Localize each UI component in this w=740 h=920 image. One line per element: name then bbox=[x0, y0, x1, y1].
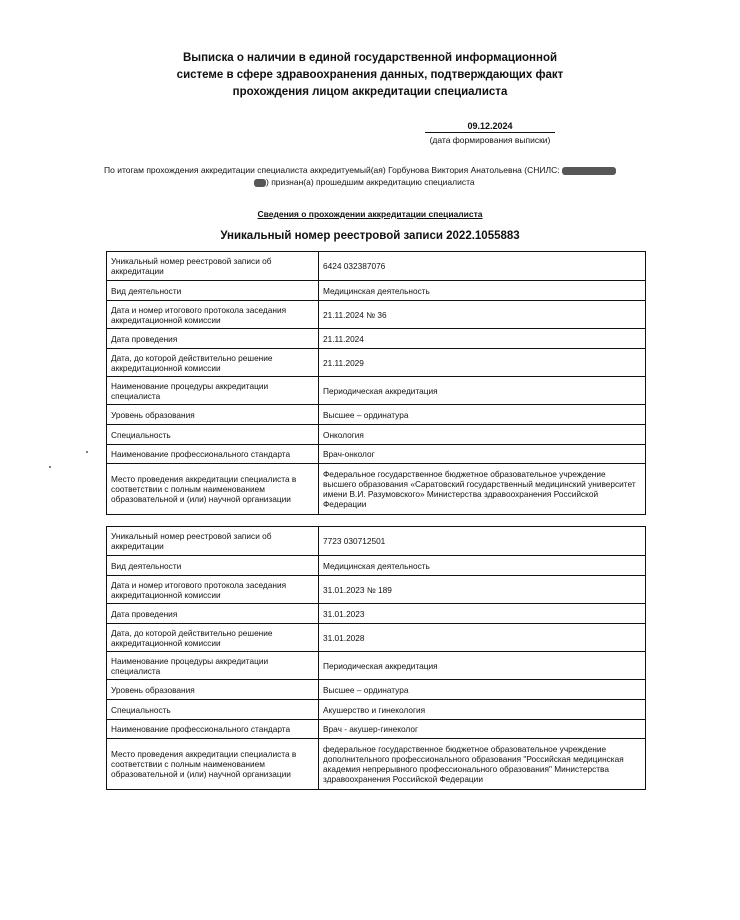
scan-speck bbox=[49, 466, 51, 468]
extract-date: 09.12.2024 bbox=[425, 121, 555, 133]
row-label: Уникальный номер реестровой записи об аккредитации bbox=[107, 527, 319, 556]
row-value: 21.11.2024 bbox=[319, 329, 646, 349]
row-value: Врач - акушер-гинеколог bbox=[319, 720, 646, 739]
row-label: Дата, до которой действительно решение аккредитационной комиссии bbox=[107, 349, 319, 377]
table-row bbox=[107, 624, 646, 652]
document-title bbox=[150, 50, 590, 101]
row-label: Уникальный номер реестровой записи об аккредитации bbox=[107, 252, 319, 281]
row-label: Дата проведения bbox=[107, 329, 319, 349]
table-row bbox=[107, 604, 646, 624]
row-value: Врач-онколог bbox=[319, 445, 646, 464]
table-row bbox=[107, 377, 646, 405]
redacted-snils-end bbox=[254, 179, 266, 187]
row-value: Онкология bbox=[319, 425, 646, 445]
table-row bbox=[107, 720, 646, 739]
row-label: Дата и номер итогового протокола заседания аккредитационной комиссии bbox=[107, 576, 319, 604]
table-row bbox=[107, 464, 646, 515]
row-label: Наименование процедуры аккредитации специалиста bbox=[107, 377, 319, 405]
table-row bbox=[107, 680, 646, 700]
scan-speck bbox=[86, 451, 88, 453]
table-row bbox=[107, 576, 646, 604]
table-row bbox=[107, 301, 646, 329]
row-value: Периодическая аккредитация bbox=[319, 377, 646, 405]
row-value: Медицинская деятельность bbox=[319, 281, 646, 301]
extract-date-block bbox=[420, 121, 560, 145]
row-label: Дата и номер итогового протокола заседания аккредитационной комиссии bbox=[107, 301, 319, 329]
row-label: Дата, до которой действительно решение аккредитационной комиссии bbox=[107, 624, 319, 652]
table-row bbox=[107, 329, 646, 349]
row-value: Периодическая аккредитация bbox=[319, 652, 646, 680]
section-heading: Сведения о прохождении аккредитации специалиста bbox=[257, 209, 483, 219]
row-value: федеральное государственное бюджетное образовательное учреждение дополнительного профессионального образования "Российская медицинская академия непрерывного профессионального образования" Министерства здравоохранения Российской Федерации bbox=[319, 739, 646, 790]
title-line-2: системе в сфере здравоохранения данных, подтверждающих факт bbox=[176, 69, 564, 81]
row-value: Акушерство и гинекология bbox=[319, 700, 646, 720]
table-row bbox=[107, 405, 646, 425]
redacted-snils bbox=[562, 167, 616, 175]
row-label: Уровень образования bbox=[107, 405, 319, 425]
row-label: Наименование профессионального стандарта bbox=[107, 445, 319, 464]
row-value: 6424 032387076 bbox=[319, 252, 646, 281]
row-label: Наименование процедуры аккредитации специалиста bbox=[107, 652, 319, 680]
row-label: Вид деятельности bbox=[107, 556, 319, 576]
table-row bbox=[107, 349, 646, 377]
table-row bbox=[107, 527, 646, 556]
accreditation-table-1 bbox=[106, 251, 646, 515]
intro-paragraph bbox=[104, 164, 649, 188]
row-value: Высшее – ординатура bbox=[319, 405, 646, 425]
table-row bbox=[107, 652, 646, 680]
title-line-3: прохождения лицом аккредитации специалиста bbox=[232, 86, 508, 98]
table-row bbox=[107, 556, 646, 576]
table-row bbox=[107, 739, 646, 790]
row-label: Место проведения аккредитации специалиста в соответствии с полным наименованием образовательной и (или) научной организации bbox=[107, 464, 319, 515]
extract-date-caption: (дата формирования выписки) bbox=[429, 135, 551, 145]
row-value: Федеральное государственное бюджетное образовательное учреждение высшего образования «Саратовский государственный медицинский университет имени В.И. Разумовского» Министерства здравоохранения Российской Федерации bbox=[319, 464, 646, 515]
row-label: Вид деятельности bbox=[107, 281, 319, 301]
row-value: 31.01.2028 bbox=[319, 624, 646, 652]
table-row bbox=[107, 445, 646, 464]
row-value: 21.11.2029 bbox=[319, 349, 646, 377]
row-value: Медицинская деятельность bbox=[319, 556, 646, 576]
accreditation-table-2 bbox=[106, 526, 646, 790]
row-value: 21.11.2024 № 36 bbox=[319, 301, 646, 329]
row-label: Специальность bbox=[107, 700, 319, 720]
row-label: Наименование профессионального стандарта bbox=[107, 720, 319, 739]
row-label: Дата проведения bbox=[107, 604, 319, 624]
table-row bbox=[107, 700, 646, 720]
row-value: Высшее – ординатура bbox=[319, 680, 646, 700]
row-label: Уровень образования bbox=[107, 680, 319, 700]
row-value: 7723 030712501 bbox=[319, 527, 646, 556]
table-row bbox=[107, 281, 646, 301]
table-row bbox=[107, 252, 646, 281]
row-value: 31.01.2023 № 189 bbox=[319, 576, 646, 604]
title-line-1: Выписка о наличии в единой государственной информационной bbox=[182, 52, 558, 64]
unique-record-heading: Уникальный номер реестровой записи 2022.1055883 bbox=[220, 230, 520, 242]
intro-text-part1: По итогам прохождения аккредитации специалиста аккредитуемый(ая) Горбунова Виктория Анатольевна (СНИЛС: bbox=[104, 165, 560, 175]
row-value: 31.01.2023 bbox=[319, 604, 646, 624]
row-label: Место проведения аккредитации специалиста в соответствии с полным наименованием образовательной и (или) научной организации bbox=[107, 739, 319, 790]
intro-text-part2: ) признан(а) прошедшим аккредитацию специалиста bbox=[266, 177, 475, 187]
row-label: Специальность bbox=[107, 425, 319, 445]
table-row bbox=[107, 425, 646, 445]
